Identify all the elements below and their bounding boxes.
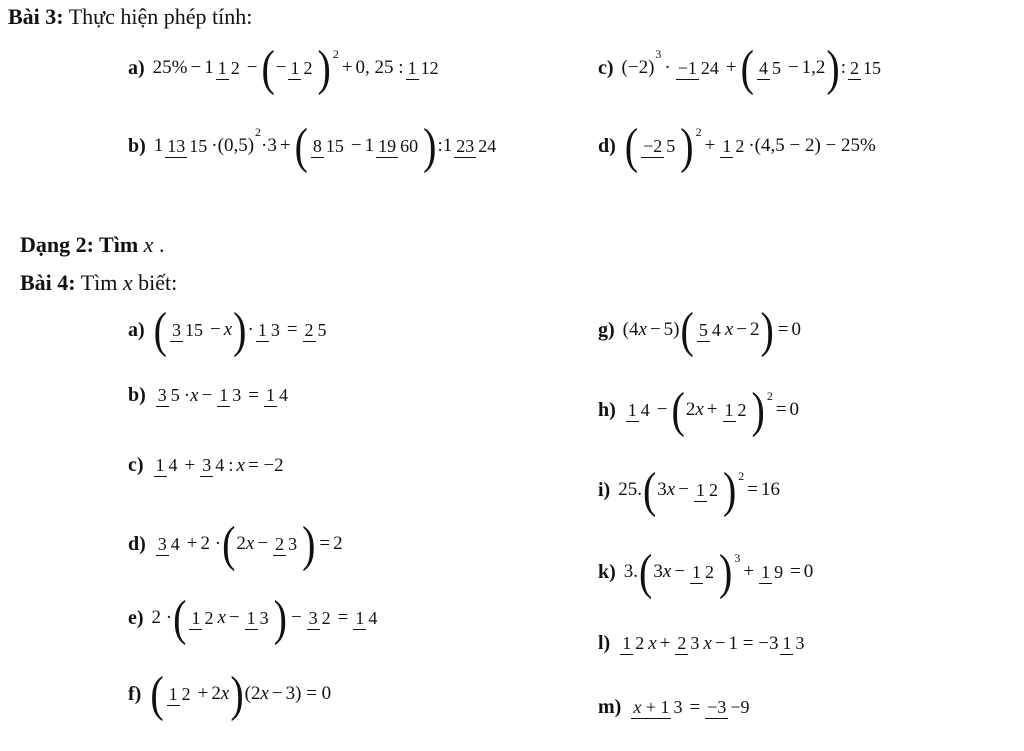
- bai4-item-k: [598, 543, 814, 600]
- math-expression: 25% − 1 1 2 − ( − 1 2 ) 2 + 0, 25 : 1 12: [152, 39, 439, 96]
- item-label: a): [128, 56, 145, 79]
- math-expression: ( −2 5 ) 2 + 1 2 ·(4,5 − 2) − 25%: [624, 117, 876, 174]
- bai4-item-h: [598, 381, 800, 438]
- item-label: c): [128, 454, 144, 476]
- bai4-subtitle: Tìm: [80, 270, 118, 295]
- item-label: k): [598, 560, 616, 583]
- bai3-item-c: [598, 39, 885, 96]
- item-label: e): [128, 606, 144, 629]
- item-label: d): [128, 532, 146, 555]
- bai4-item-b: [128, 384, 292, 407]
- math-expression: 2 · ( 1 2 x − 1 3 ) − 3 2 = 1 4: [151, 589, 378, 646]
- dang2-heading: [20, 232, 164, 258]
- math-expression: 1 13 15 ·(0,5) 2 ·3 + ( 8 15 − 1 19 60 ) :1 23 24: [153, 117, 497, 174]
- math-expression: 1 4 − ( 2 x + 1 2 ) 2 = 0: [627, 381, 800, 438]
- math-expression: ( 3 15 − x ) · 1 3 = 2 5: [153, 301, 327, 358]
- bai3-heading: [8, 4, 252, 30]
- variable-x: x: [143, 232, 154, 257]
- bai4-item-f: [128, 665, 332, 722]
- bai3-item-d: [598, 117, 876, 174]
- bai3-title: Bài 3:: [8, 4, 64, 29]
- math-expression: 25. ( 3 x − 1 2 ) 2 = 16: [618, 461, 780, 518]
- bai4-heading: [20, 270, 177, 296]
- item-label: g): [598, 318, 615, 341]
- dang2-tail: .: [158, 232, 165, 257]
- bai4-item-l: [598, 632, 808, 655]
- math-expression: 1 4 + 3 4 : x = −2: [155, 454, 284, 476]
- item-label: b): [128, 134, 146, 157]
- bai4-title: Bài 4:: [20, 270, 76, 295]
- item-label: a): [128, 318, 145, 341]
- bai4-item-m: [598, 696, 754, 719]
- math-expression: 1 2 x + 2 3 x − 1 = −3 1 3: [622, 632, 805, 654]
- item-label: d): [598, 134, 616, 157]
- bai4-item-g: [598, 301, 802, 358]
- item-label: i): [598, 478, 611, 501]
- bai4-item-i: [598, 461, 780, 518]
- variable-x: x: [122, 270, 133, 295]
- item-label: m): [598, 696, 622, 718]
- bai4-item-e: [128, 589, 381, 646]
- bai4-item-a: [128, 301, 331, 358]
- item-label: h): [598, 398, 616, 421]
- math-expression: 3 5 · x − 1 3 = 1 4: [157, 384, 288, 406]
- math-expression: ( 1 2 + 2 x ) (2 x − 3) = 0: [150, 665, 332, 722]
- bai4-item-d: [128, 515, 343, 572]
- bai3-item-b: [128, 117, 500, 174]
- math-expression: 3 4 + 2 · ( 2 x − 2 3 ) = 2: [157, 515, 343, 572]
- item-label: c): [598, 56, 614, 79]
- dang2-title: Dạng 2: Tìm: [20, 232, 139, 257]
- item-label: l): [598, 632, 611, 654]
- math-expression: (4 x − 5) ( 5 4 x − 2 ) = 0: [622, 301, 802, 358]
- math-expression: 3. ( 3 x − 1 2 ) 3 + 1 9 = 0: [623, 543, 814, 600]
- bai3-subtitle: Thực hiện phép tính:: [68, 4, 253, 29]
- math-expression: (−2) 3 · −1 24 + ( 4 5 − 1,2 ) : 2 15: [621, 39, 882, 96]
- bai4-item-c: [128, 454, 284, 477]
- item-label: b): [128, 384, 146, 406]
- math-expression: x + 1 3 = −3 −9: [633, 696, 750, 718]
- bai3-item-a: [128, 39, 443, 96]
- bai4-tail: biết:: [138, 270, 178, 295]
- item-label: f): [128, 682, 142, 705]
